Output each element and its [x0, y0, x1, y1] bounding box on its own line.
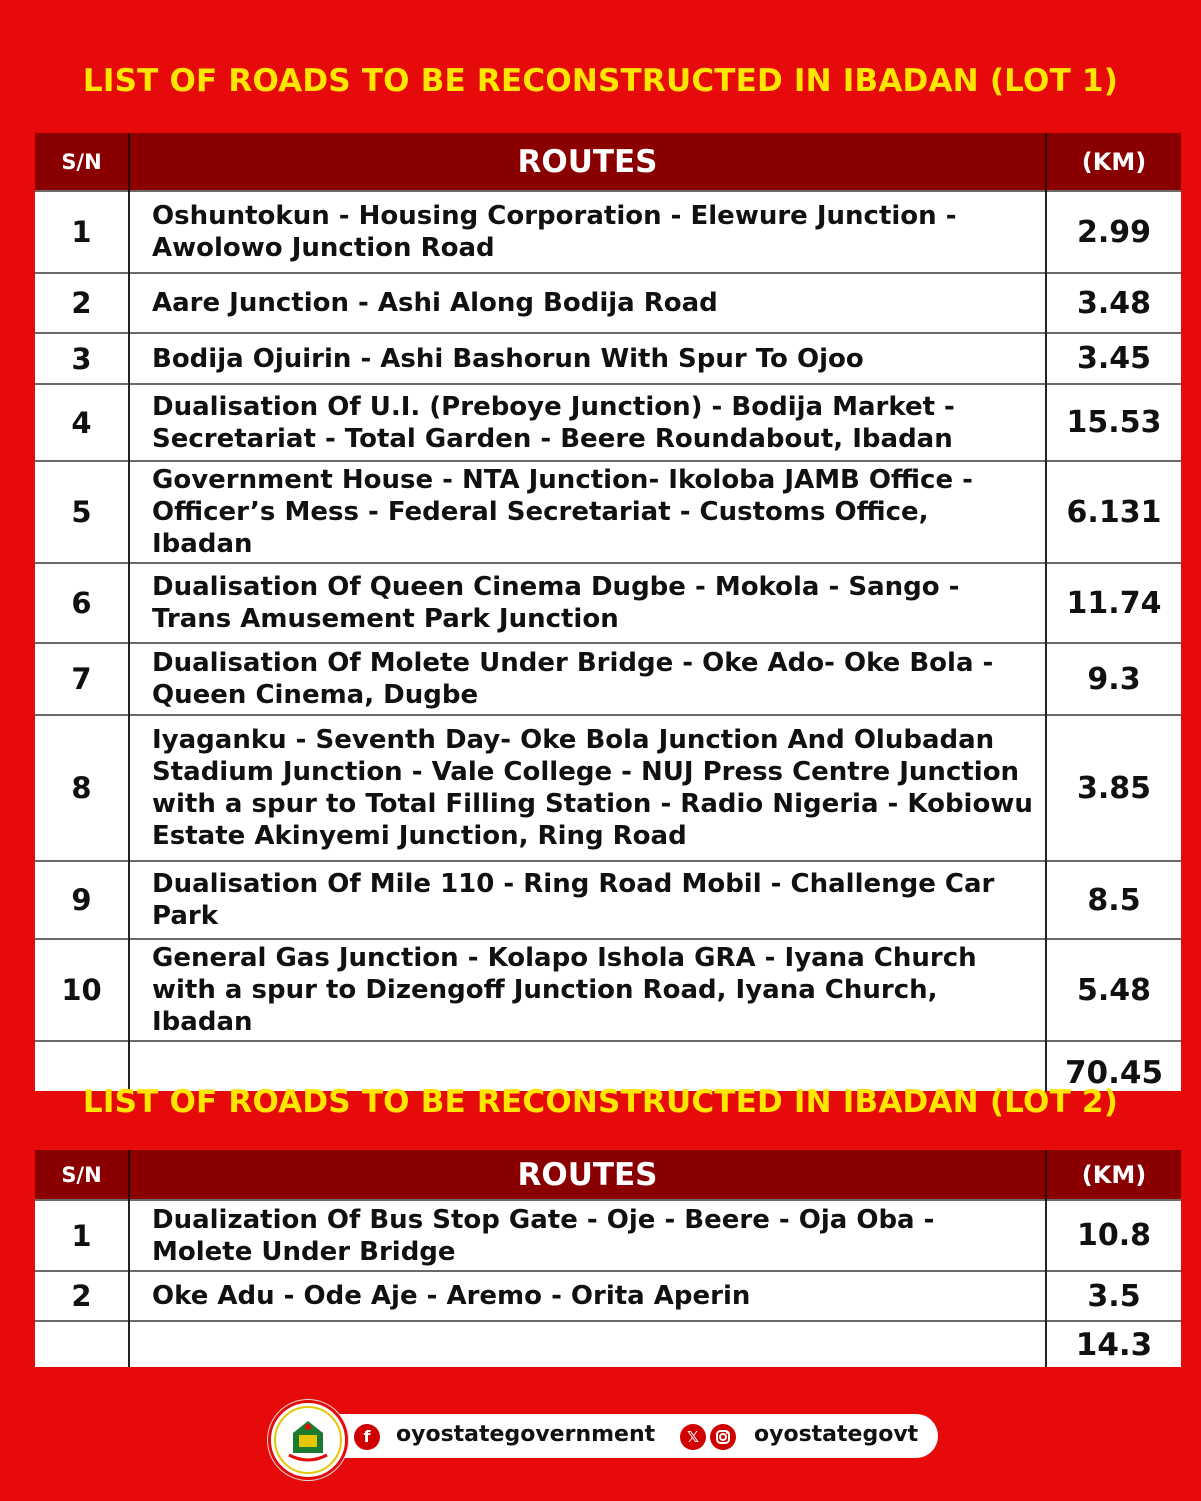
x-icon[interactable]: 𝕏 [680, 1424, 706, 1450]
table-row [35, 333, 1181, 384]
route-name: Dualisation Of Queen Cinema Dugbe - Mokola - Sango - Trans Amusement Park Junction [129, 563, 1046, 643]
table-row [35, 563, 1181, 643]
lot2-table [35, 1150, 1181, 1367]
lot2-header-row [35, 1150, 1181, 1200]
table-row [35, 643, 1181, 715]
row-number: 10 [35, 939, 129, 1041]
row-number: 4 [35, 384, 129, 461]
row-number: 1 [35, 191, 129, 273]
table-row [35, 461, 1181, 563]
row-number: 2 [35, 1271, 129, 1321]
table-row [35, 273, 1181, 333]
row-number: 9 [35, 861, 129, 939]
lot1-total-km: 70.45 [1046, 1041, 1181, 1091]
lot1-table [35, 133, 1181, 1091]
row-number: 2 [35, 273, 129, 333]
lot1-header-routes: ROUTES [129, 133, 1046, 191]
route-length: 3.48 [1046, 273, 1181, 333]
social-pill [308, 1414, 938, 1458]
lot1-header-row [35, 133, 1181, 191]
row-number: 1 [35, 1200, 129, 1271]
route-length: 11.74 [1046, 563, 1181, 643]
facebook-handle[interactable]: oyostategovernment [396, 1422, 656, 1447]
route-name: Dualisation Of U.I. (Preboye Junction) - Bodija Market - Secretariat - Total Garden - Beere Roundabout, Ibadan [129, 384, 1046, 461]
route-name: Dualization Of Bus Stop Gate - Oje - Beere - Oja Oba - Molete Under Bridge [129, 1200, 1046, 1271]
table-row [35, 1271, 1181, 1321]
table-row [35, 715, 1181, 861]
route-name: Dualisation Of Mile 110 - Ring Road Mobil - Challenge Car Park [129, 861, 1046, 939]
lot1-header-sn: S/N [35, 133, 129, 191]
total-row [35, 1321, 1181, 1367]
route-name: Dualisation Of Molete Under Bridge - Oke Ado- Oke Bola - Queen Cinema, Dugbe [129, 643, 1046, 715]
row-number: 5 [35, 461, 129, 563]
facebook-icon[interactable]: f [354, 1424, 380, 1450]
lot2-title: LIST OF ROADS TO BE RECONSTRUCTED IN IBADAN (LOT 2) [82, 1084, 1119, 1120]
lot1-header-km: (KM) [1046, 133, 1181, 191]
route-name: Bodija Ojuirin - Ashi Bashorun With Spur To Ojoo [129, 333, 1046, 384]
row-number: 8 [35, 715, 129, 861]
route-name: Iyaganku - Seventh Day- Oke Bola Junction And Olubadan Stadium Junction - Vale College - NUJ Press Centre Junction with a spur to Total Filling Station - Radio Nigeria - Kobiowu Estate Akinyemi Junction, Ring Road [129, 715, 1046, 861]
lot2-total-km: 14.3 [1046, 1321, 1181, 1367]
route-length: 3.5 [1046, 1271, 1181, 1321]
row-number: 3 [35, 333, 129, 384]
table-row [35, 861, 1181, 939]
lot2-header-km: (KM) [1046, 1150, 1181, 1200]
route-length: 3.45 [1046, 333, 1181, 384]
social-footer [268, 1400, 940, 1468]
row-number: 7 [35, 643, 129, 715]
route-length: 15.53 [1046, 384, 1181, 461]
route-name: Oke Adu - Ode Aje - Aremo - Orita Aperin [129, 1271, 1046, 1321]
route-name: Oshuntokun - Housing Corporation - Elewure Junction - Awolowo Junction Road [129, 191, 1046, 273]
route-length: 3.85 [1046, 715, 1181, 861]
lot2-header-sn: S/N [35, 1150, 129, 1200]
route-length: 6.131 [1046, 461, 1181, 563]
route-name: Aare Junction - Ashi Along Bodija Road [129, 273, 1046, 333]
oyo-state-seal [268, 1400, 348, 1480]
route-name: Government House - NTA Junction- Ikoloba JAMB Office - Officer’s Mess - Federal Secretariat - Customs Office, Ibadan [129, 461, 1046, 563]
route-length: 9.3 [1046, 643, 1181, 715]
table-row [35, 384, 1181, 461]
route-length: 5.48 [1046, 939, 1181, 1041]
row-number: 6 [35, 563, 129, 643]
table-row [35, 939, 1181, 1041]
table-row [35, 1200, 1181, 1271]
route-length: 8.5 [1046, 861, 1181, 939]
table-row [35, 191, 1181, 273]
route-length: 2.99 [1046, 191, 1181, 273]
lot1-title: LIST OF ROADS TO BE RECONSTRUCTED IN IBADAN (LOT 1) [82, 63, 1119, 99]
instagram-icon[interactable] [710, 1424, 736, 1450]
route-name: General Gas Junction - Kolapo Ishola GRA - Iyana Church with a spur to Dizengoff Junction Road, Iyana Church, Ibadan [129, 939, 1046, 1041]
x-instagram-handle[interactable]: oyostategovt [754, 1422, 919, 1447]
route-length: 10.8 [1046, 1200, 1181, 1271]
lot2-header-routes: ROUTES [129, 1150, 1046, 1200]
